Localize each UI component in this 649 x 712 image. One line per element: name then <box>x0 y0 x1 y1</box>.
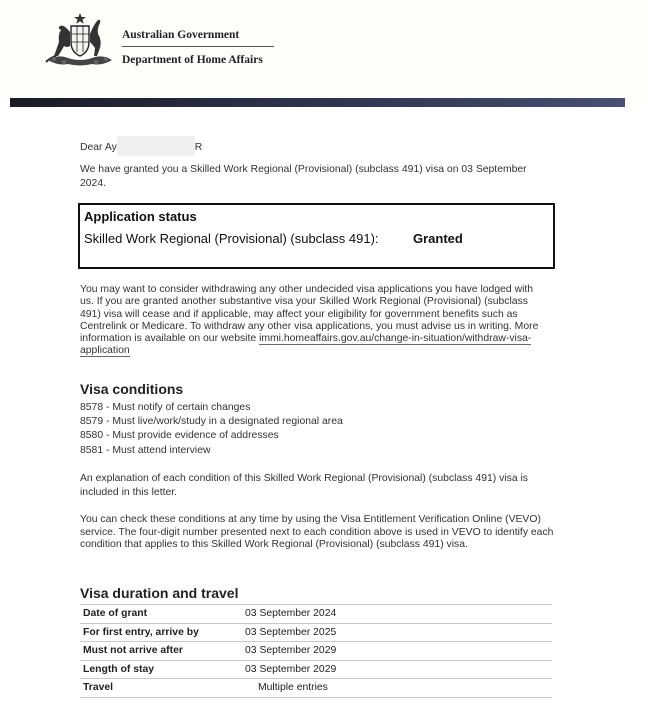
table-row <box>80 679 552 698</box>
vevo-paragraph: You can check these conditions at any time by using the Visa Entitlement Verification Online (VEVO) service. The four-digit number presented next to each condition above is used in VEVO to identify each condition that applies to this Skilled Work Regional (Provisional) (subclass 491) visa. <box>80 514 554 551</box>
conditions-heading: Visa conditions <box>80 381 184 397</box>
org-name: Australian Government <box>122 29 240 41</box>
status-value: Granted <box>413 231 463 246</box>
conditions-explanation: An explanation of each condition of this Skilled Work Regional (Provisional) (subclass 491) visa is included in this letter. <box>80 473 528 498</box>
row-value: 03 September 2024 <box>242 605 552 624</box>
application-status-box <box>78 203 555 269</box>
row-label: For first entry, arrive by <box>80 623 242 642</box>
duration-heading: Visa duration and travel <box>80 585 239 601</box>
grant-intro: We have granted you a Skilled Work Regional (Provisional) (subclass 491) visa on 03 September 2024. <box>80 164 527 189</box>
condition-item: 8578 - Must notify of certain changes <box>80 402 251 413</box>
row-label: Date of grant <box>80 605 242 624</box>
status-visa-label: Skilled Work Regional (Provisional) (subclass 491): <box>84 231 379 246</box>
table-row <box>80 642 552 661</box>
withdraw-link[interactable]: immi.homeaffairs.gov.au/change-in-situation/withdraw-visa-application <box>80 333 532 357</box>
status-heading: Application status <box>84 209 197 224</box>
table-row <box>80 660 552 679</box>
condition-item: 8581 - Must attend interview <box>80 444 211 456</box>
condition-item: 8580 - Must provide evidence of addresses <box>80 430 279 442</box>
row-value: Multiple entries <box>242 679 552 698</box>
withdraw-text: You may want to consider withdrawing any other undecided visa applications you have lodged with us. If you are granted another substantive visa your Skilled Work Regional (Provisional) (subclass 491) visa will cease and if applicable, may affect your eligibility for government benefits such as Centrelink or Medicare. To withdraw any other visa applications, you must advise us in writing. More information is available on our website <box>80 284 539 345</box>
table-row <box>80 605 552 624</box>
row-label: Must not arrive after <box>80 642 242 661</box>
row-value: 03 September 2029 <box>242 642 552 661</box>
salutation-suffix: R <box>194 142 203 153</box>
duration-table <box>80 604 552 698</box>
row-label: Travel <box>80 679 242 698</box>
withdraw-paragraph <box>80 284 548 358</box>
row-value: 03 September 2025 <box>242 623 552 642</box>
condition-item: 8579 - Must live/work/study in a designated regional area <box>80 416 343 428</box>
salutation-prefix: Dear Ay <box>80 142 117 153</box>
redacted-name <box>117 136 195 156</box>
header-band <box>10 98 625 107</box>
coat-of-arms-icon <box>44 12 116 68</box>
letterhead <box>0 0 649 98</box>
table-row <box>80 623 552 642</box>
org-divider <box>122 46 274 47</box>
salutation <box>80 136 202 156</box>
department-name: Department of Home Affairs <box>122 54 263 66</box>
row-value: 03 September 2029 <box>242 660 552 679</box>
conditions-list <box>80 401 343 458</box>
row-label: Length of stay <box>80 660 242 679</box>
